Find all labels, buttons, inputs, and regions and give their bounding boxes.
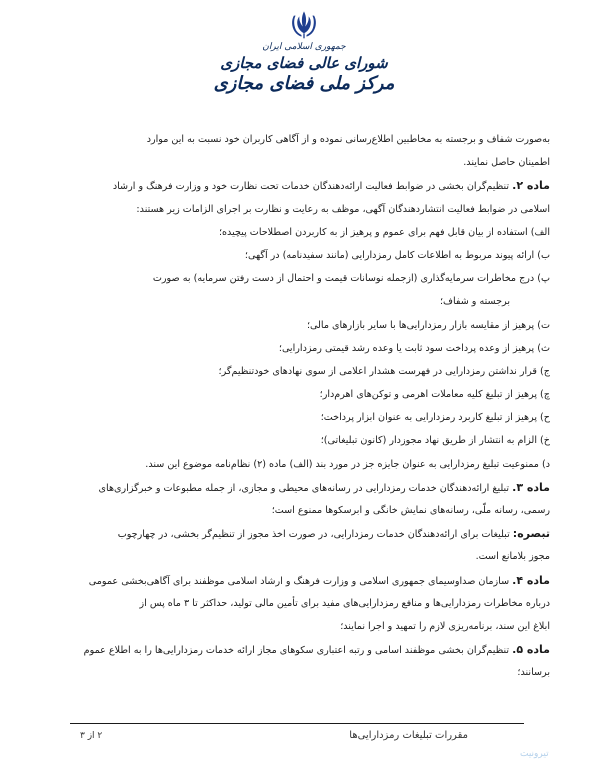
article-4-text-1: سازمان صداوسیمای جمهوری اسلامی و وزارت فرهنگ و ارشاد اسلامی موظفند برای آگاهی‌بخشی عمومی <box>88 575 510 587</box>
intro-line-1: به‌صورت شفاف و برجسته به مخاطبین اطلاع‌رسانی نموده و از آگاهی کاربران خود نسبت به این موارد <box>146 134 550 145</box>
article-3-line-2: رسمی، رسانه ملّی، رسانه‌های نمایش خانگی و ابرسکوها ممنوع است؛ <box>271 505 550 516</box>
article-4-line-3: ابلاغ این سند، برنامه‌ریزی لازم را تمهید و اجرا نمایند؛ <box>340 620 550 632</box>
document-body <box>42 128 550 685</box>
article-3-text-1: تبلیغ ارائه‌دهندگان خدمات رمزدارایی در رسانه‌های محیطی و مجازی، از جمله مطبوعات و خبرگزاری‌های <box>98 482 510 494</box>
list-item-te: ت) پرهیز از مقایسه بازار رمزدارایی‌ها با سایر بازارهای مالی؛ <box>306 319 550 331</box>
article-5-label: ماده ۵. <box>512 643 550 657</box>
note-line-1 <box>42 522 550 545</box>
article-2-label: ماده ۲. <box>512 179 550 193</box>
list-item-alef: الف) استفاده از بیان قابل فهم برای عموم و پرهیز از به کاربردن اصطلاحات پیچیده؛ <box>218 226 550 238</box>
article-4-line-1 <box>42 569 550 592</box>
header-center: مرکز ملی فضای مجازی <box>213 73 395 94</box>
iran-emblem-icon <box>287 8 321 40</box>
list-item-jim: ج) قرار نداشتن رمزدارایی در فهرست هشدار اعلامی از سوی نهادهای خودتنظیم‌گر؛ <box>218 365 550 377</box>
article-2-line-1 <box>42 174 550 197</box>
note-text-1: تبلیغات برای ارائه‌دهندگان خدمات رمزدارایی، در صورت اخذ مجوز از تنظیم‌گر بخشی، در چهارچوب <box>117 529 510 541</box>
article-2-text-1: تنظیم‌گران بخشی در ضوابط فعالیت ارائه‌دهندگان خدمات تحت نظارت خود و وزارت فرهنگ و ارشاد <box>112 181 510 193</box>
letterhead <box>0 8 608 95</box>
list-item-be: ب) ارائه پیوند مربوط به اطلاعات کامل رمزدارایی (مانند سفیدنامه) در آگهی؛ <box>244 249 550 261</box>
article-5-text-1: تنظیم‌گران بخشی موظفند اسامی و رتبه اعتباری سکوهای مجاز ارائه خدمات رمزدارایی‌ها را به اطلاع عموم <box>83 645 510 657</box>
note-line-2: مجوز بلامانع است. <box>475 551 550 563</box>
article-2-line-2: اسلامی در ضوابط فعالیت انتشاردهندگان آگهی، موظف به رعایت و نظارت بر اجرای الزامات زیر هستند: <box>136 203 550 215</box>
footer-page-number: ۲ از ۳ <box>80 731 103 741</box>
list-item-pe-cont: برجسته و شفاف؛ <box>439 296 510 308</box>
article-4-line-2: درباره مخاطرات رمزدارایی‌ها و منافع رمزدارایی‌های مفید برای تأمین مالی تولید، حداکثر تا ۳ ماه پس از <box>139 597 550 609</box>
intro-line-2: اطمینان حاصل نمایند. <box>463 157 550 169</box>
article-3-line-1 <box>42 476 550 499</box>
list-item-se: ث) پرهیز از وعده پرداخت سود ثابت یا وعده رشد قیمتی رمزدارایی؛ <box>278 342 550 354</box>
header-council: شورای عالی فضای مجازی <box>220 54 388 72</box>
article-4-label: ماده ۴. <box>512 573 550 587</box>
footer-divider <box>70 723 524 724</box>
site-watermark: تیرونیت <box>520 748 549 758</box>
list-item-he: ح) پرهیز از تبلیغ کاربرد رمزدارایی به عنوان ابزار پرداخت؛ <box>320 412 550 424</box>
article-3-label: ماده ۳. <box>512 480 550 494</box>
header-country: جمهوری اسلامی ایران <box>262 42 346 52</box>
list-item-pe: پ) درج مخاطرات سرمایه‌گذاری (ازجمله نوسانات قیمت و احتمال از دست رفتن سرمایه) به صورت <box>152 273 550 285</box>
note-label: تبصره: <box>512 527 550 541</box>
list-item-khe: خ) الزام به انتشار از طریق نهاد مجوزدار (کانون تبلیغاتی)؛ <box>320 435 550 447</box>
footer-document-title: مقررات تبلیغات رمزدارایی‌ها <box>349 730 468 741</box>
article-5-line-2: برسانند؛ <box>517 667 550 679</box>
list-item-dal: د) ممنوعیت تبلیغ رمزدارایی به عنوان جایزه جز در مورد بند (الف) ماده (۲) نظام‌نامه موضوع این سند. <box>145 458 550 470</box>
article-5-line-1 <box>42 638 550 661</box>
list-item-che: چ) پرهیز از تبلیغ کلیه معاملات اهرمی و توکن‌های اهرم‌دار؛ <box>319 389 550 401</box>
